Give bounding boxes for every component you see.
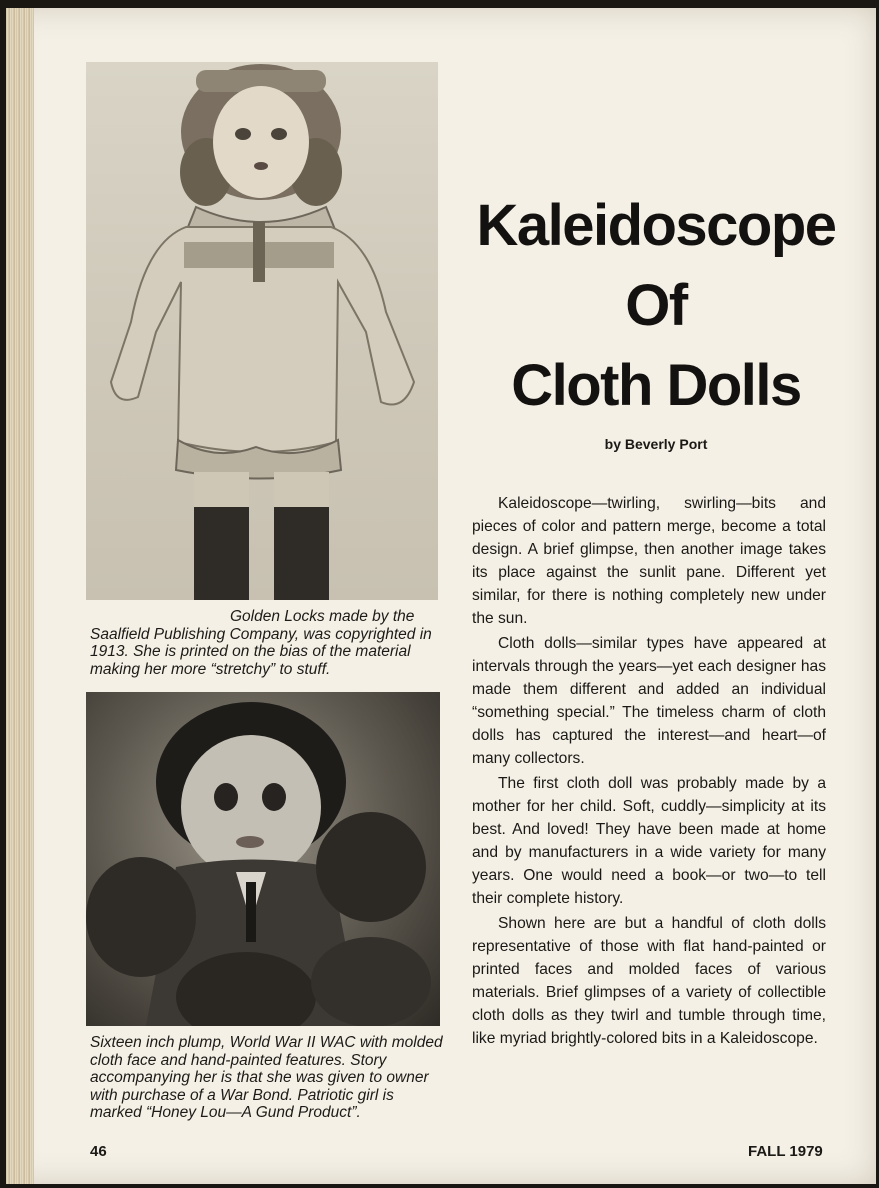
magazine-page — [6, 8, 876, 1184]
article-byline: by Beverly Port — [604, 436, 708, 452]
book-spine — [6, 8, 34, 1184]
article-title — [456, 186, 856, 426]
title-line-2: Of — [625, 273, 687, 338]
honey-lou-doll-photo — [86, 692, 440, 1026]
golden-locks-caption-rest: Saalfield Publishing Company, was copyrighted in 1913. She is printed on the bias of the material making her more “stretchy” to stuff. — [90, 625, 432, 678]
article-body — [472, 492, 826, 1052]
body-paragraph-1: Kaleidoscope—twirling, swirling—bits and pieces of color and pattern merge, become a total design. A brief glimpse, then another image takes its place against the sunlit pane. Different yet similar, for there is nothing completely new under the sun. — [472, 495, 826, 627]
golden-locks-doll-photo — [86, 62, 438, 600]
body-paragraph-2: Cloth dolls—similar types have appeared at intervals through the years—yet each designer has made them different and added an individual “something special.” The timeless charm of cloth dolls has captured the interest—and heart—of many collectors. — [472, 635, 826, 767]
page-number: 46 — [90, 1143, 107, 1160]
title-line-1: Kaleidoscope — [476, 193, 836, 258]
golden-locks-caption-line1: Golden Locks made by the — [230, 608, 415, 625]
honey-lou-caption: Sixteen inch plump, World War II WAC with molded cloth face and hand-painted features. Story accompanying her is that she was given to owner with purchase of a War Bond. Patriotic girl is marked “Honey Lou—A Gund Product”. — [90, 1034, 443, 1121]
golden-locks-caption — [90, 608, 446, 678]
issue-date: FALL 1979 — [748, 1143, 823, 1160]
body-paragraph-4: Shown here are but a handful of cloth dolls representative of those with flat hand-painted or printed faces and molded faces of various materials. Brief glimpses of a variety of collectible cloth dolls as they twirl and tumble through time, like myriad brightly-colored bits in a Kaleidoscope. — [472, 915, 826, 1047]
body-paragraph-3: The first cloth doll was probably made by a mother for her child. Soft, cuddly—simplicity at its best. And loved! They have been made at home and by manufacturers in a wide variety for many years. One would need a book—or two—to tell their complete history. — [472, 775, 826, 907]
title-line-3: Cloth Dolls — [511, 353, 801, 418]
